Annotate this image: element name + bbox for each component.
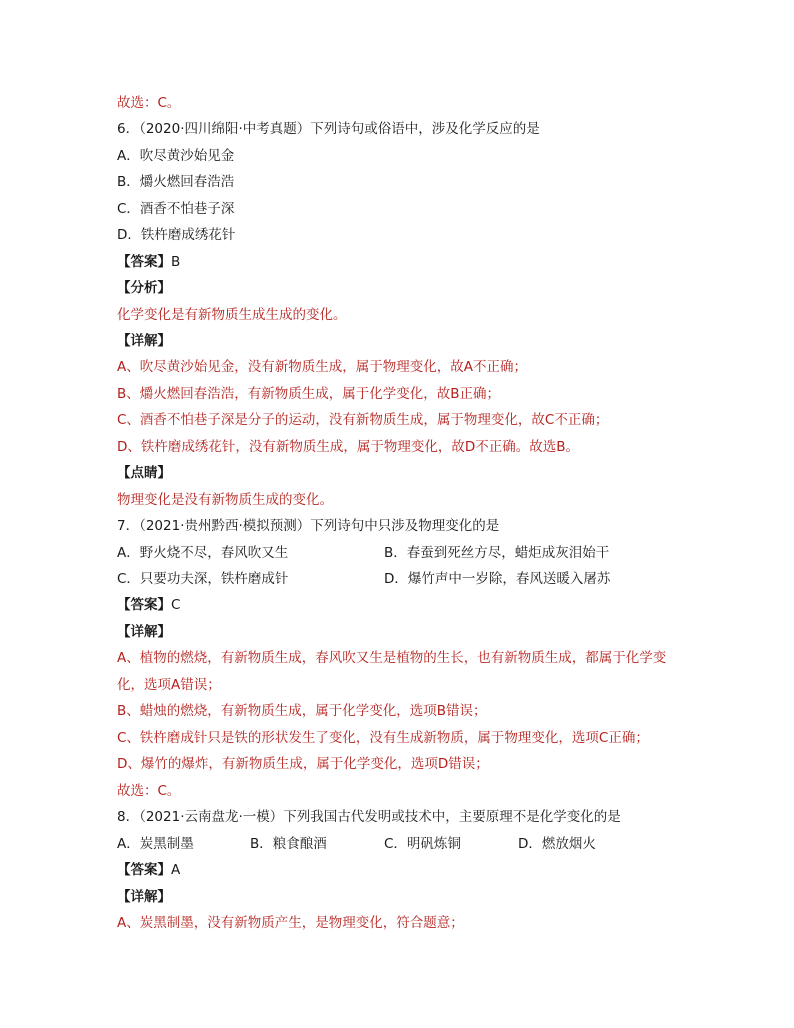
q6-note-text: 物理变化是没有新物质生成的变化。 (117, 492, 333, 508)
q6-option-c: C．酒香不怕巷子深 (117, 201, 235, 217)
q8-answer (117, 860, 180, 880)
q8-detail-tag: 【详解】 (117, 889, 171, 905)
q7-option-b: B．春蚕到死丝方尽，蜡炬成灰泪始干 (384, 545, 610, 561)
answer-value: C (171, 597, 181, 613)
q6-detail-a: A、吹尽黄沙始见金，没有新物质生成，属于物理变化，故A不正确； (117, 359, 527, 375)
q8-option-d: D．燃放烟火 (518, 836, 596, 852)
conclusion-line: 故选：C。 (117, 95, 181, 111)
q8-detail-a: A、炭黑制墨，没有新物质产生，是物理变化，符合题意； (117, 915, 464, 931)
q6-analysis-tag: 【分析】 (117, 280, 171, 296)
q6-answer (117, 252, 180, 272)
q7-option-c: C．只要功夫深，铁杵磨成针 (117, 571, 289, 587)
q7-option-a: A．野火烧不尽，春风吹又生 (117, 545, 289, 561)
q6-detail-b: B、爝火燃回春浩浩，有新物质生成，属于化学变化，故B正确； (117, 386, 501, 402)
q6-note-tag: 【点睛】 (117, 465, 171, 481)
q7-detail-tag: 【详解】 (117, 624, 171, 640)
q6-option-b: B．爝火燃回春浩浩 (117, 174, 235, 190)
q6-detail-c: C、酒香不怕巷子深是分子的运动，没有新物质生成，属于物理变化，故C不正确； (117, 412, 609, 428)
q8-option-a: A．炭黑制墨 (117, 836, 194, 852)
q6-detail-tag: 【详解】 (117, 333, 171, 349)
q6-option-a: A．吹尽黄沙始见金 (117, 148, 235, 164)
q7-detail-a-line2: 化，选项A错误； (117, 677, 221, 693)
q7-detail-c: C、铁杵磨成针只是铁的形状发生了变化，没有生成新物质，属于物理变化，选项C正确； (117, 730, 649, 746)
q7-detail-d: D、爆竹的爆炸，有新物质生成，属于化学变化，选项D错误； (117, 756, 489, 772)
question-7-stem: 7．（2021·贵州黔西·模拟预测）下列诗句中只涉及物理变化的是 (117, 518, 500, 534)
question-6-stem: 6．（2020·四川绵阳·中考真题）下列诗句或俗语中，涉及化学反应的是 (117, 121, 540, 137)
q8-option-c: C．明矾炼铜 (384, 836, 461, 852)
answer-value: A (171, 862, 181, 878)
q7-detail-a-line1: A、植物的燃烧，有新物质生成，春风吹又生是植物的生长，也有新物质生成，都属于化学变 (117, 650, 667, 666)
answer-tag: 【答案】 (117, 254, 171, 270)
q8-option-b: B．粮食酿酒 (250, 836, 327, 852)
answer-tag: 【答案】 (117, 862, 171, 878)
answer-tag: 【答案】 (117, 597, 171, 613)
q6-analysis-text: 化学变化是有新物质生成生成的变化。 (117, 307, 347, 323)
question-8-stem: 8．（2021·云南盘龙·一模）下列我国古代发明或技术中，主要原理不是化学变化的是 (117, 809, 621, 825)
answer-value: B (171, 254, 181, 270)
q7-conclusion: 故选：C。 (117, 783, 181, 799)
q7-detail-b: B、蜡烛的燃烧，有新物质生成，属于化学变化，选项B错误； (117, 703, 487, 719)
q7-option-d: D．爆竹声中一岁除，春风送暖入屠苏 (384, 571, 611, 587)
q6-option-d: D．铁杵磨成绣花针 (117, 227, 236, 243)
q6-detail-d: D、铁杵磨成绣花针，没有新物质生成，属于物理变化，故D不正确。故选B。 (117, 439, 580, 455)
q7-answer (117, 595, 180, 615)
